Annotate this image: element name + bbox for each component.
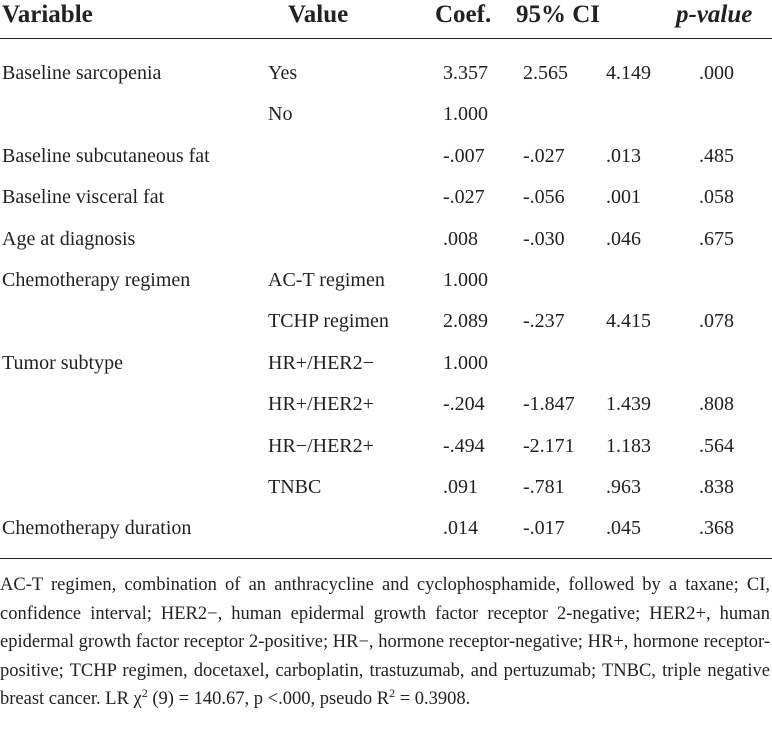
footnote-end: = 0.3908. [395, 689, 471, 710]
cell-p-value: .675 [699, 227, 734, 250]
cell-ci-low: 2.565 [523, 62, 568, 84]
table-row [0, 426, 772, 467]
cell-p-value: .058 [699, 186, 734, 209]
cell-ci-high: 1.183 [606, 434, 651, 457]
cell-coef: 1.000 [443, 103, 488, 126]
cell-coef: 2.089 [443, 310, 488, 333]
cell-p-value: .078 [699, 310, 734, 333]
cell-p-value: .485 [699, 144, 734, 167]
table-row [0, 467, 772, 508]
header-ci: 95% CI [516, 1, 601, 28]
table-row [0, 301, 772, 342]
cell-variable: Baseline sarcopenia [2, 62, 162, 84]
table-row [0, 94, 772, 135]
cell-coef: -.027 [443, 186, 485, 209]
cell-coef: -.204 [443, 393, 485, 416]
cell-p-value: .838 [699, 475, 734, 498]
cell-ci-high: 1.439 [606, 393, 651, 416]
cell-coef: .014 [443, 517, 478, 540]
cell-coef: 3.357 [443, 62, 488, 84]
cell-p-value: .000 [699, 62, 734, 84]
header-value: Value [288, 1, 349, 28]
cell-p-value: .564 [699, 434, 734, 457]
cell-value: No [268, 103, 293, 126]
cell-ci-low: -.027 [523, 144, 565, 167]
cell-ci-low: -.237 [523, 310, 565, 333]
cell-variable: Baseline visceral fat [2, 186, 165, 209]
cell-coef: 1.000 [443, 268, 488, 291]
cell-value: AC-T regimen [268, 268, 385, 291]
cell-variable: Age at diagnosis [2, 227, 136, 250]
table-footnote [0, 571, 770, 714]
header-variable: Variable [2, 1, 93, 28]
footnote-stats: (9) = 140.67, p <.000, pseudo R [147, 689, 390, 710]
table-row [0, 136, 772, 177]
cell-coef: -.494 [443, 434, 485, 457]
cell-value: TNBC [268, 475, 322, 498]
cell-ci-low: -1.847 [523, 393, 575, 416]
cell-coef: .091 [443, 475, 478, 498]
table-header-row [0, 0, 772, 39]
cell-ci-high: 4.415 [606, 310, 651, 333]
table-body [0, 39, 772, 550]
cell-variable: Chemotherapy regimen [2, 268, 191, 291]
table-row [0, 384, 772, 425]
cell-ci-low: -.781 [523, 475, 565, 498]
cell-value: TCHP regimen [268, 310, 389, 333]
cell-ci-low: -.056 [523, 186, 565, 209]
cell-p-value: .808 [699, 393, 734, 416]
table-row [0, 177, 772, 218]
cell-value: HR+/HER2− [268, 351, 374, 374]
cell-value: HR+/HER2+ [268, 393, 374, 416]
cell-ci-high: .001 [606, 186, 641, 209]
cell-variable: Baseline subcutaneous fat [2, 144, 210, 167]
cell-value: HR−/HER2+ [268, 434, 374, 457]
cell-ci-high: .045 [606, 517, 641, 540]
table-row [0, 343, 772, 384]
cell-ci-low: -2.171 [523, 434, 575, 457]
cell-coef: -.007 [443, 144, 485, 167]
cell-ci-high: .013 [606, 144, 641, 167]
footnote-text: AC-T regimen, combination of an anthracycline and cyclophosphamide, followed by a taxane; CI, confidence interval; HER2−, human epidermal growth factor receptor 2-negative; HER2+, human epidermal growth factor receptor 2-positive; HR−, hormone receptor-negative; HR+, hormone receptor-positive; TCHP regimen, docetaxel, carboplatin, trastuzumab, and pertuzumab; TNBC, triple negative breast cancer. LR χ [0, 575, 770, 710]
cell-ci-low: -.030 [523, 227, 565, 250]
r-squared-superscript: 2 [389, 686, 396, 701]
header-coef: Coef. [435, 1, 492, 28]
table-row [0, 260, 772, 301]
cell-ci-high: .046 [606, 227, 641, 250]
cell-ci-low: -.017 [523, 517, 565, 540]
header-p-value: p-value [676, 1, 753, 28]
table-row [0, 53, 772, 94]
cell-ci-high: 4.149 [606, 62, 651, 84]
chi-square-superscript: 2 [141, 686, 148, 701]
cell-coef: .008 [443, 227, 478, 250]
cell-p-value: .368 [699, 517, 734, 540]
cell-variable: Chemotherapy duration [2, 517, 192, 540]
cell-coef: 1.000 [443, 351, 488, 374]
table-row [0, 508, 772, 549]
table-bottom-rule [0, 558, 772, 559]
cell-ci-high: .963 [606, 475, 641, 498]
cell-value: Yes [268, 62, 298, 84]
cell-variable: Tumor subtype [2, 351, 123, 374]
table-row [0, 219, 772, 260]
